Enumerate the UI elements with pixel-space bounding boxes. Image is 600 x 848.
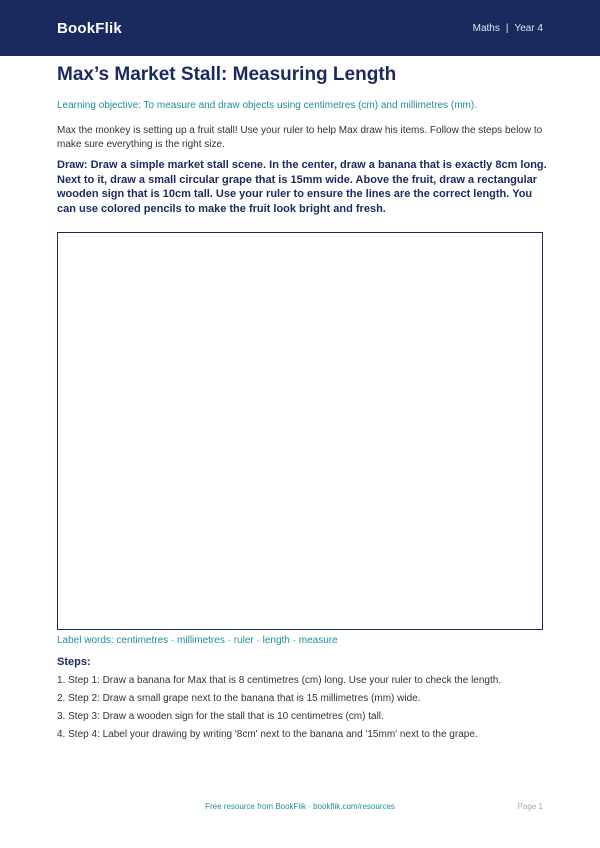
- footer-resource-link[interactable]: Free resource from BookFlik · bookflik.com/resources: [205, 802, 395, 811]
- drawing-area[interactable]: [57, 232, 543, 630]
- steps-heading: Steps:: [57, 656, 91, 668]
- learning-objective: Learning objective: To measure and draw objects using centimetres (cm) and millimetres (mm).: [57, 100, 477, 111]
- intro-text: Max the monkey is setting up a fruit stall! Use your ruler to help Max draw his items. Follow the steps below to make sure everything is the right size.: [57, 125, 543, 150]
- header-meta: [473, 23, 543, 34]
- drawing-instructions: Draw: Draw a simple market stall scene. In the center, draw a banana that is exactly 8cm long. Next to it, draw a small circular grape that is 15mm wide. Above the fruit, draw a rectangular wooden sign that is 10cm tall. Use your ruler to ensure the lines are the correct length. You can use colored pencils to make the fruit look bright and fresh.: [57, 159, 547, 215]
- year-label: Year 4: [514, 22, 543, 34]
- meta-separator: |: [505, 22, 509, 34]
- step-item: 2. Step 2: Draw a small grape next to the banana that is 15 millimetres (mm) wide.: [57, 693, 421, 704]
- step-item: 4. Step 4: Label your drawing by writing '8cm' next to the banana and '15mm' next to the grape.: [57, 729, 478, 740]
- subject-label: Maths: [472, 22, 500, 34]
- step-item: 1. Step 1: Draw a banana for Max that is 8 centimetres (cm) long. Use your ruler to check the length.: [57, 675, 502, 686]
- step-item: 3. Step 3: Draw a wooden sign for the stall that is 10 centimetres (cm) tall.: [57, 711, 384, 722]
- page-title: Max’s Market Stall: Measuring Length: [57, 64, 397, 85]
- steps-list: [57, 674, 557, 746]
- page-header: [0, 0, 600, 56]
- page-number: Page 1: [517, 802, 543, 811]
- label-words: Label words: centimetres · millimetres · ruler · length · measure: [57, 635, 338, 646]
- brand-logo: BookFlik: [57, 19, 122, 37]
